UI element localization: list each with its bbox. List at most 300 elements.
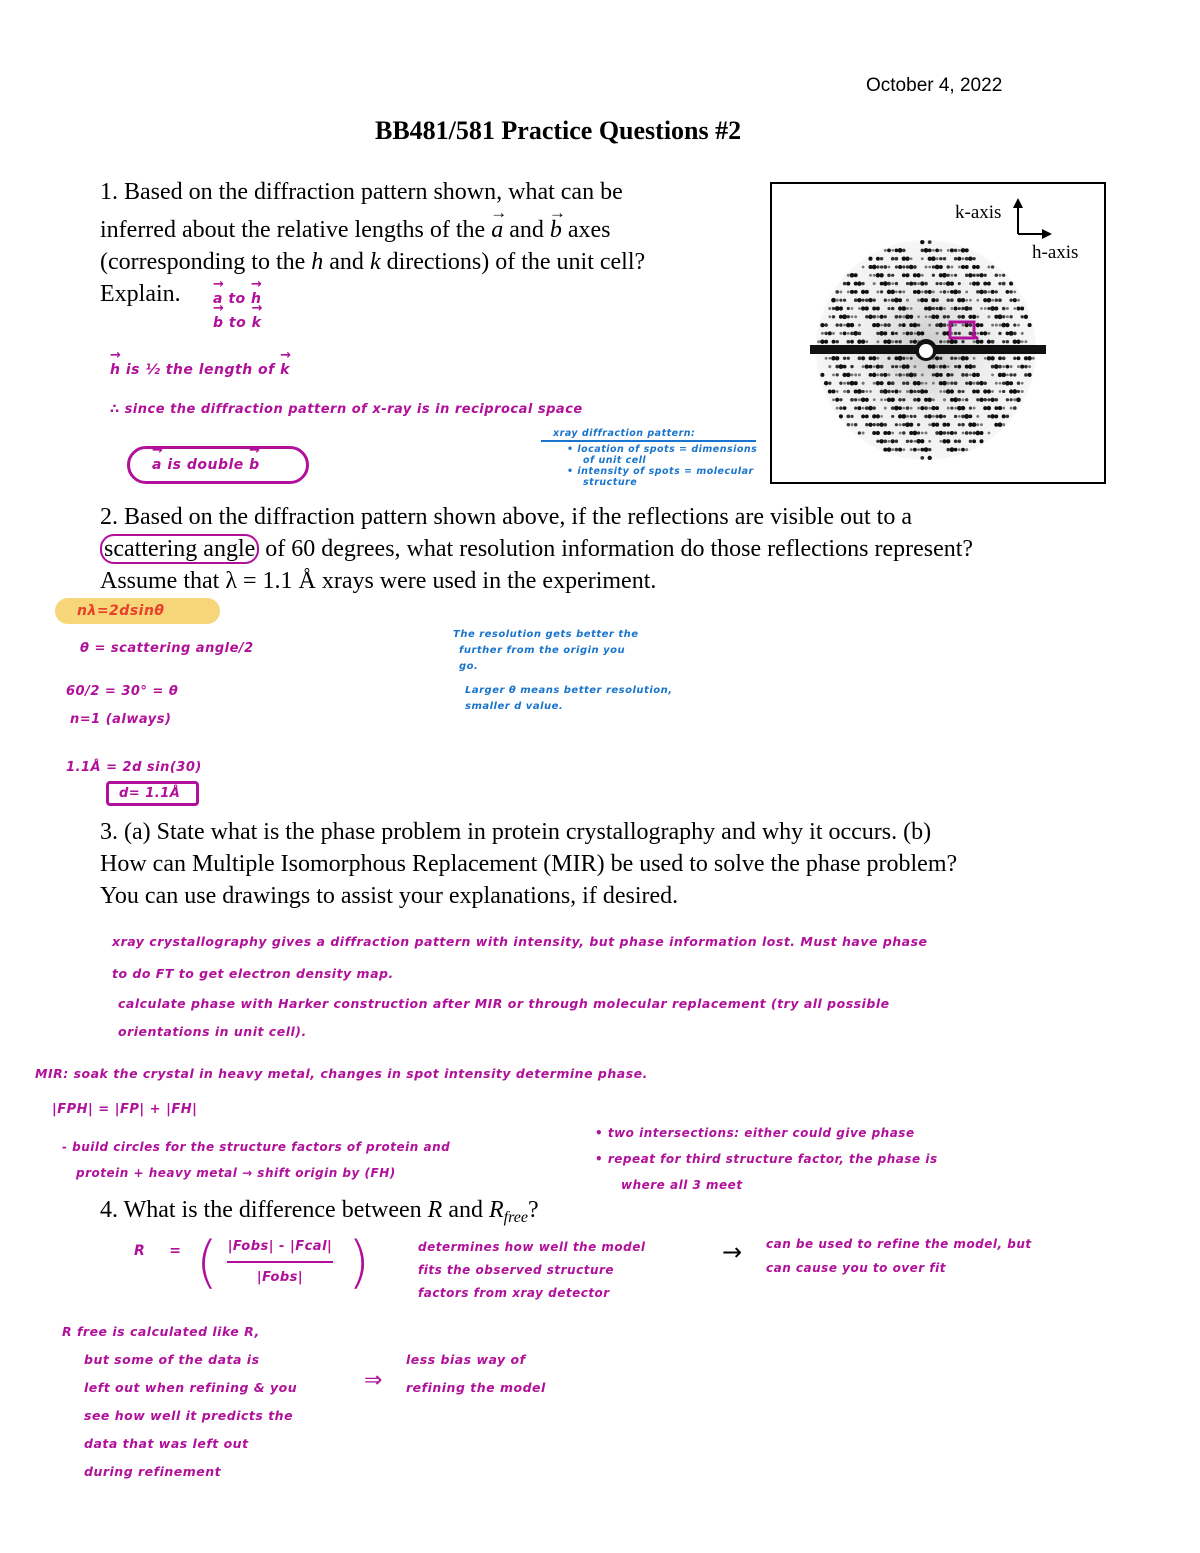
- diffraction-spot: [958, 282, 961, 285]
- diffraction-spot: [950, 357, 953, 360]
- diffraction-spot: [987, 298, 992, 303]
- diffraction-spot: [865, 340, 868, 343]
- diffraction-spot: [969, 431, 972, 434]
- question-3-line-1: 3. (a) State what is the phase problem in protein crystallography and why it occurs. (b): [100, 819, 932, 845]
- diffraction-spot: [924, 248, 929, 253]
- highlighted-bragg-law: nλ=2dsinθ: [55, 598, 220, 624]
- diffraction-spot: [1002, 365, 1005, 368]
- diffraction-spot: [987, 356, 991, 360]
- diffraction-spot: [916, 381, 921, 386]
- diffraction-spot: [898, 356, 903, 361]
- diffraction-spot: [939, 265, 943, 269]
- diffraction-spot: [924, 398, 928, 402]
- diffraction-spot: [965, 382, 968, 385]
- diffraction-spot: [876, 307, 880, 311]
- diffraction-spot: [924, 282, 928, 286]
- page-title: BB481/581 Practice Questions #2: [375, 116, 742, 145]
- diffraction-spot: [824, 332, 827, 335]
- diffraction-spot: [950, 447, 955, 452]
- diffraction-spot: [979, 439, 983, 443]
- diffraction-spot: [883, 373, 887, 377]
- diffraction-spot: [972, 390, 976, 394]
- diffraction-spot: [961, 324, 964, 327]
- diffraction-spot: [880, 398, 883, 401]
- diffraction-spot: [928, 414, 932, 418]
- diffraction-spot: [928, 407, 931, 410]
- diffraction-spot: [924, 307, 928, 311]
- diffraction-spot: [961, 415, 965, 419]
- diffraction-spot: [954, 332, 957, 335]
- diffraction-spot: [973, 340, 976, 343]
- diffraction-spot: [935, 249, 939, 253]
- diffraction-spot: [850, 398, 854, 402]
- diffraction-spot: [887, 282, 891, 286]
- diffraction-spot: [902, 423, 905, 426]
- diffraction-spot: [1002, 407, 1005, 410]
- diffraction-spot: [1006, 415, 1009, 418]
- diffraction-spot: [928, 315, 931, 318]
- diffraction-spot: [854, 298, 858, 302]
- diffraction-spot: [1020, 365, 1024, 369]
- diffraction-spot: [843, 332, 847, 336]
- diffraction-spot: [883, 281, 888, 286]
- diffraction-spot: [943, 398, 946, 401]
- diffraction-spot: [880, 390, 884, 394]
- diffraction-spot: [913, 340, 917, 344]
- diffraction-spot: [873, 274, 876, 277]
- diffraction-spot: [987, 398, 990, 401]
- diffraction-spot: [991, 373, 994, 376]
- diffraction-spot: [876, 364, 880, 368]
- diffraction-spot: [920, 456, 924, 460]
- diffraction-spot: [847, 423, 850, 426]
- diffraction-spot: [906, 440, 909, 443]
- diffraction-spot: [835, 398, 839, 402]
- diffraction-spot: [950, 307, 953, 310]
- diffraction-spot: [998, 365, 1002, 369]
- diffraction-spot: [868, 257, 872, 261]
- diffraction-spot: [965, 448, 968, 451]
- diffraction-spot: [924, 290, 928, 294]
- diffraction-spot: [832, 332, 835, 335]
- diffraction-spot: [972, 373, 976, 377]
- diffraction-spot: [836, 390, 839, 393]
- diffraction-spot: [895, 315, 899, 319]
- diffraction-spot: [976, 323, 980, 327]
- diffraction-spot: [828, 331, 832, 335]
- diffraction-spot: [865, 398, 869, 402]
- diffraction-spot: [947, 382, 950, 385]
- diffraction-spot: [991, 324, 994, 327]
- diffraction-spot: [935, 265, 940, 270]
- diffraction-spot: [854, 381, 858, 385]
- diffraction-spot: [898, 248, 903, 253]
- diffraction-spot: [884, 398, 887, 401]
- diffraction-spot: [961, 298, 965, 302]
- diffraction-spot: [995, 298, 998, 301]
- diffraction-spot: [972, 257, 975, 260]
- diffraction-spot: [883, 331, 887, 335]
- diffraction-spot: [1005, 381, 1010, 386]
- diffraction-spot: [932, 249, 935, 252]
- diffraction-spot: [895, 291, 898, 294]
- diffraction-spot: [836, 323, 839, 326]
- diffraction-spot: [976, 274, 979, 277]
- diffraction-spot: [928, 456, 932, 460]
- diffraction-spot: [998, 332, 1001, 335]
- arrow-right-icon: →: [722, 1238, 743, 1266]
- diffraction-spot: [843, 365, 847, 369]
- handwriting-overfit: can be used to refine the model, but can cause you to over fit: [766, 1237, 1032, 1275]
- diffraction-spot: [950, 373, 953, 376]
- diffraction-spot: [938, 323, 943, 328]
- diffraction-spot: [872, 414, 876, 418]
- diffraction-spot: [939, 357, 942, 360]
- diffraction-spot: [895, 423, 898, 426]
- diffraction-spot: [843, 382, 846, 385]
- diffraction-spot: [862, 407, 865, 410]
- diffraction-spot: [909, 265, 914, 270]
- handwriting-a-to-h: → a to → h → b to → k: [213, 287, 261, 335]
- diffraction-spot: [902, 398, 905, 401]
- handwriting-less-bias: less bias way of refining the model: [406, 1352, 546, 1395]
- diffraction-spot: [958, 423, 961, 426]
- diffraction-spot: [854, 282, 858, 286]
- diffraction-spot: [969, 299, 972, 302]
- diffraction-spot: [880, 365, 884, 369]
- diffraction-spot: [924, 447, 929, 452]
- diffraction-spot: [984, 307, 987, 310]
- diffraction-spot: [939, 390, 942, 393]
- diffraction-spot: [954, 439, 958, 443]
- diffraction-spot: [935, 431, 939, 435]
- diffraction-spot: [968, 364, 973, 369]
- diffraction-spot: [958, 266, 961, 269]
- diffraction-spot: [909, 281, 913, 285]
- diffraction-spot: [851, 307, 854, 310]
- diffraction-spot: [999, 390, 1002, 393]
- diffraction-spot: [947, 291, 950, 294]
- diffraction-spot: [884, 299, 887, 302]
- handwriting-right-paren: ): [348, 1230, 370, 1295]
- diffraction-spot: [839, 299, 842, 302]
- diffraction-spot: [965, 248, 969, 252]
- diffraction-spot: [868, 423, 872, 427]
- diffraction-spot: [880, 324, 883, 327]
- diffraction-spot: [961, 307, 964, 310]
- diffraction-spot: [899, 365, 902, 368]
- question-3-line-2: How can Multiple Isomorphous Replacement (MIR) be used to solve the phase problem?: [100, 851, 958, 877]
- handwriting-reciprocal-space: ∴ since the diffraction pattern of x-ray is in reciprocal space: [110, 402, 583, 417]
- diffraction-spot: [932, 265, 935, 268]
- diffraction-spot: [1013, 307, 1016, 310]
- diffraction-spot: [1013, 290, 1016, 293]
- diffraction-spot: [935, 406, 939, 410]
- diffraction-spot: [869, 373, 873, 377]
- diffraction-spot: [969, 415, 973, 419]
- question-3: [100, 816, 1160, 912]
- diffraction-spot: [828, 357, 831, 360]
- diffraction-spot: [858, 324, 861, 327]
- diffraction-spot: [965, 265, 969, 269]
- diffraction-spot: [868, 298, 872, 302]
- diffraction-spot: [954, 307, 958, 311]
- diffraction-spot: [891, 448, 894, 451]
- diffraction-spot: [1002, 381, 1005, 384]
- diffraction-spot: [936, 332, 939, 335]
- diffraction-spot: [964, 414, 969, 419]
- handwriting-phase-problem: xray crystallography gives a diffraction pattern with intensity, but phase information lost. Must have phase to do FT to get electron density map.: [112, 934, 928, 981]
- handwriting-rfree: R free is calculated like R, but some of the data is left out when refining & you see how well it predicts the data that was left out during refinement: [62, 1324, 298, 1479]
- diffraction-spot: [1006, 340, 1009, 343]
- diffraction-spot: [925, 382, 928, 385]
- diffraction-spot: [1012, 389, 1017, 394]
- diffraction-spot: [898, 315, 901, 318]
- diffraction-spot: [891, 332, 895, 336]
- diffraction-spot: [865, 364, 869, 368]
- diffraction-spot: [891, 282, 894, 285]
- diffraction-spot: [991, 290, 995, 294]
- diffraction-spot: [850, 332, 854, 336]
- diffraction-spot: [887, 381, 891, 385]
- diffraction-spot: [1006, 290, 1010, 294]
- diffraction-spot: [969, 282, 972, 285]
- diffraction-spot: [820, 323, 824, 327]
- diffraction-spot: [872, 373, 876, 377]
- diffraction-spot: [958, 357, 961, 360]
- diffraction-spot: [976, 381, 980, 385]
- diffraction-spot: [954, 431, 957, 434]
- diffraction-spot: [913, 390, 916, 393]
- diffraction-spot: [865, 406, 869, 410]
- diffraction-spot: [987, 266, 990, 269]
- diffraction-spot: [895, 374, 898, 377]
- diffraction-spot: [865, 290, 869, 294]
- diffraction-spot: [946, 439, 950, 443]
- diffraction-spot: [884, 407, 887, 410]
- diffraction-spot: [824, 323, 828, 327]
- diffraction-spot: [1002, 356, 1006, 360]
- diffraction-spot: [987, 389, 991, 393]
- diffraction-spot: [880, 381, 884, 385]
- diffraction-spot: [972, 365, 975, 368]
- diffraction-spot: [954, 324, 957, 327]
- diffraction-spot: [1009, 381, 1013, 385]
- diffraction-spot: [946, 298, 949, 301]
- diffraction-spot: [928, 249, 932, 253]
- diffraction-spot: [839, 398, 842, 401]
- handwriting-fph-equation: |FPH| = |FP| + |FH|: [52, 1102, 198, 1117]
- diffraction-spot: [942, 423, 946, 427]
- diffraction-spot: [917, 282, 920, 285]
- question-4: 4. What is the difference between R and $R_{free}$?: [100, 1197, 539, 1226]
- diffraction-spot: [921, 249, 925, 253]
- diffraction-spot: [954, 257, 958, 261]
- diffraction-spot: [961, 373, 965, 377]
- diffraction-spot: [1002, 315, 1005, 318]
- diffraction-spot: [884, 423, 888, 427]
- diffraction-spot: [888, 440, 891, 443]
- diffraction-spot: [876, 423, 879, 426]
- diffraction-spot: [1010, 407, 1013, 410]
- diffraction-spot: [862, 382, 865, 385]
- diffraction-spot: [910, 257, 913, 260]
- diffraction-spot: [962, 257, 965, 260]
- diffraction-spot: [847, 332, 850, 335]
- diffraction-spot: [924, 390, 928, 394]
- diffraction-spot: [972, 431, 975, 434]
- diffraction-spot: [1006, 365, 1010, 369]
- diffraction-spot: [846, 373, 851, 378]
- diffraction-spot: [835, 290, 839, 294]
- diffraction-spot: [968, 256, 972, 260]
- diffraction-spot: [931, 423, 935, 427]
- diffraction-spot: [957, 365, 961, 369]
- diffraction-spot: [984, 274, 987, 277]
- diffraction-spot: [939, 440, 942, 443]
- diffraction-spot: [836, 299, 839, 302]
- diffraction-spot: [998, 314, 1003, 319]
- diffraction-spot: [1013, 398, 1016, 401]
- diffraction-spot: [943, 290, 947, 294]
- diffraction-spot: [898, 406, 902, 410]
- diffraction-spot: [935, 307, 938, 310]
- diffraction-spot: [910, 440, 913, 443]
- diffraction-spot: [976, 265, 980, 269]
- diffraction-spot: [943, 282, 946, 285]
- diffraction-spot: [876, 357, 879, 360]
- diffraction-spot: [862, 282, 865, 285]
- diffraction-spot: [931, 256, 936, 261]
- diffraction-spot: [969, 407, 972, 410]
- diffraction-spot: [1010, 365, 1013, 368]
- diffraction-spot: [965, 398, 968, 401]
- diffraction-spot: [972, 274, 975, 277]
- diffraction-spot: [1013, 357, 1016, 360]
- diffraction-spot: [858, 332, 862, 336]
- question-2-line-1: 2. Based on the diffraction pattern shown above, if the reflections are visible out to a: [100, 504, 912, 530]
- diffraction-spot: [920, 439, 924, 443]
- vector-a: → a: [491, 214, 503, 246]
- diffraction-spot: [898, 340, 901, 343]
- diffraction-spot: [850, 415, 853, 418]
- diffraction-spot: [917, 407, 920, 410]
- document-date: October 4, 2022: [866, 75, 1003, 96]
- diffraction-spot: [902, 265, 905, 268]
- diffraction-spot: [832, 307, 835, 310]
- diffraction-spot: [958, 332, 961, 335]
- diffraction-spot: [909, 373, 914, 378]
- diffraction-spot: [965, 431, 969, 435]
- diffraction-spot: [862, 365, 865, 368]
- diffraction-spot: [891, 298, 894, 301]
- diffraction-spot: [876, 440, 879, 443]
- diffraction-spot: [954, 381, 958, 385]
- diffraction-spot: [843, 406, 847, 410]
- handwriting-h-half-k: → h is ½ the length of → k: [110, 362, 290, 378]
- diffraction-spot: [846, 282, 850, 286]
- diffraction-spot: [917, 423, 920, 426]
- diffraction-spot: [839, 406, 843, 410]
- diffraction-spot: [820, 339, 825, 344]
- diffraction-spot: [850, 423, 853, 426]
- diffraction-spot: [1024, 373, 1028, 377]
- diffraction-spot: [902, 357, 905, 360]
- diffraction-spot: [987, 332, 990, 335]
- diffraction-spot: [913, 448, 917, 452]
- diffraction-spot: [976, 299, 979, 302]
- diffraction-spot: [980, 423, 983, 426]
- diffraction-spot: [906, 265, 909, 268]
- diffraction-spot: [935, 298, 939, 302]
- diffraction-spot: [861, 306, 865, 310]
- diffraction-spot: [862, 432, 865, 435]
- question-1-line-3: (corresponding to the h and k directions) of the unit cell?: [100, 249, 646, 275]
- diffraction-spot: [869, 274, 872, 277]
- diffraction-spot: [828, 315, 831, 318]
- diffraction-spot: [872, 306, 876, 310]
- diffraction-spot: [983, 331, 987, 335]
- diffraction-spot: [994, 423, 998, 427]
- diffraction-spot: [950, 339, 955, 344]
- diffraction-spot: [935, 415, 939, 419]
- diffraction-spot: [946, 448, 950, 452]
- diffraction-spot: [932, 373, 935, 376]
- diffraction-spot: [909, 423, 913, 427]
- diffraction-spot: [895, 365, 898, 368]
- diffraction-spot: [865, 414, 869, 418]
- diffraction-spot: [843, 282, 846, 285]
- diffraction-spot: [1006, 315, 1009, 318]
- diffraction-spot: [921, 382, 924, 385]
- diffraction-spot: [894, 298, 899, 303]
- diffraction-spot: [890, 398, 894, 402]
- diffraction-spot: [987, 406, 991, 410]
- diffraction-spot: [836, 373, 839, 376]
- diffraction-spot: [876, 414, 880, 418]
- diffraction-spot: [906, 357, 909, 360]
- diffraction-spot: [991, 390, 994, 393]
- diffraction-spot: [850, 381, 855, 386]
- diffraction-spot: [895, 282, 898, 285]
- diffraction-spot: [891, 390, 894, 393]
- diffraction-spot: [961, 448, 965, 452]
- diffraction-spot: [851, 373, 854, 376]
- diffraction-spot: [932, 398, 935, 401]
- diffraction-spot: [950, 431, 954, 435]
- diffraction-spot: [854, 423, 857, 426]
- diffraction-spot: [998, 298, 1002, 302]
- diffraction-spot: [983, 290, 987, 294]
- diffraction-spot: [891, 415, 894, 418]
- diffraction-spot: [902, 249, 906, 253]
- diffraction-spot: [927, 398, 931, 402]
- diffraction-spot: [999, 324, 1002, 327]
- diffraction-spot: [876, 340, 879, 343]
- diffraction-spot: [858, 431, 861, 434]
- diffraction-spot: [994, 306, 998, 310]
- diffraction-spot: [906, 406, 910, 410]
- diffraction-spot: [972, 422, 977, 427]
- diffraction-spot: [832, 373, 835, 376]
- diffraction-spot: [880, 290, 883, 293]
- question-1: [100, 176, 740, 310]
- handwriting-mir: MIR: soak the crystal in heavy metal, changes in spot intensity determine phase.: [35, 1066, 648, 1081]
- diffraction-spot: [913, 273, 917, 277]
- diffraction-spot: [1006, 307, 1009, 310]
- diffraction-spot: [916, 273, 920, 277]
- diffraction-spot: [917, 431, 920, 434]
